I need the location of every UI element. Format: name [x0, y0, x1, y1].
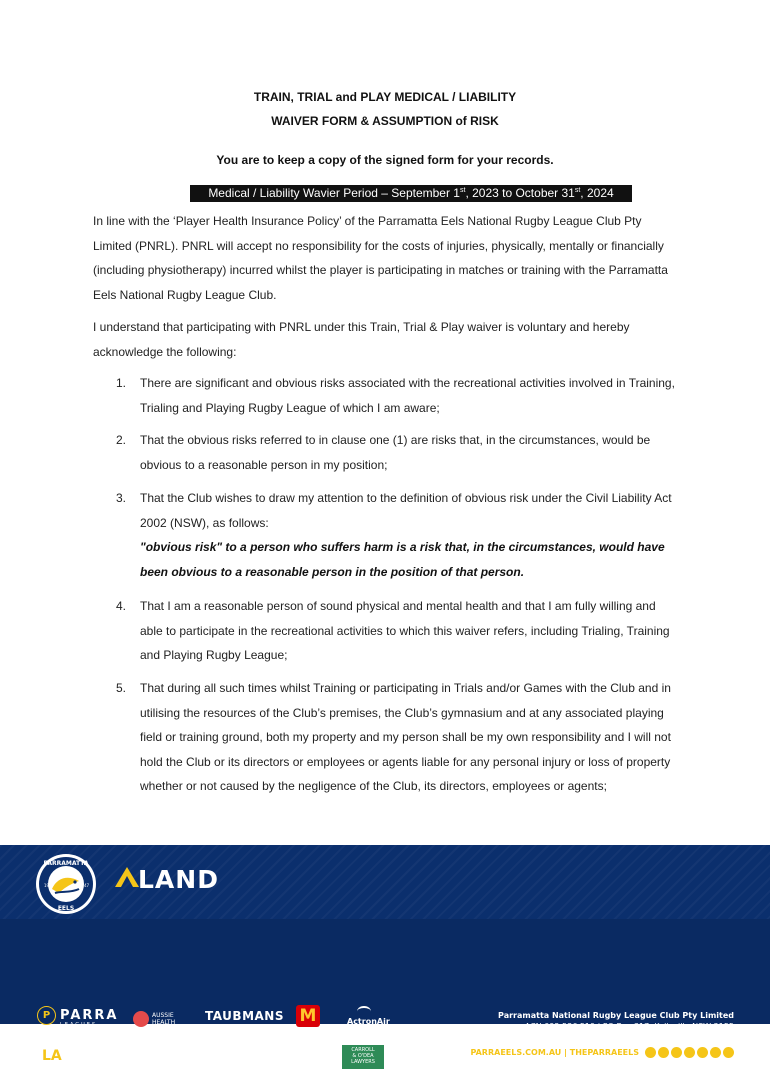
- parra-leagues-name: PARRA: [60, 1008, 119, 1023]
- list-item-text: That I am a reasonable person of sound physical and mental health and that I am fully willing and able to participate in the recreational activities to which this waiver refers, including Trialing, Training and Playing Rugby League;: [140, 599, 670, 662]
- aussie-health-icon: [133, 1011, 149, 1027]
- macron-logo: macron: [142, 1050, 197, 1065]
- club-contact-details: [470, 1011, 734, 1058]
- period-middle: , 2023 to October 31: [465, 186, 575, 200]
- club-acn-address: ACN 092 536 519 | PO Box 317, Kellyville NSW 2155: [524, 1022, 734, 1031]
- snapchat-icon[interactable]: [710, 1047, 721, 1058]
- period-sup-1: st: [459, 187, 466, 194]
- taubmans-logo: TAUBMANS: [205, 1009, 284, 1023]
- club-email-phone: eels.reception@parraeels.com.au | 1300 258 346: [536, 1033, 734, 1042]
- title-line-1: TRAIN, TRIAL and PLAY MEDICAL / LIABILITY: [253, 90, 517, 104]
- aland-logo-icon: [115, 867, 139, 887]
- actronair-logo: ActronAir: [347, 1017, 390, 1026]
- trivett-sydney-name: Trivett Sydney: [237, 1071, 295, 1080]
- logo-club-name: PARRAMATTA: [43, 860, 89, 867]
- club-website-text: PARRAEELS.COM.AU | THEPARRAEELS: [470, 1048, 639, 1057]
- parra-leagues-logo: [37, 1006, 119, 1028]
- social-icons: [643, 1047, 734, 1058]
- logo-eels: EELS: [57, 905, 75, 912]
- list-item-text: There are significant and obvious risks associated with the recreational activities involved in Training, Trialing and Playing Rugby League of which I am aware;: [140, 376, 675, 415]
- instagram-icon[interactable]: [645, 1047, 656, 1058]
- list-item-number: 4.: [116, 599, 127, 613]
- facebook-icon[interactable]: [658, 1047, 669, 1058]
- tiktok-icon[interactable]: [723, 1047, 734, 1058]
- intro-paragraph: In line with the ‘Player Health Insurance Policy’ of the Parramatta Eels National Rugby League Club Pty Limited (PNRL). PNRL will accept no responsibility for the costs of injuries, physically, mentally or financially (including physiotherapy) incurred whilst the player is participating in matches or training with the Parramatta Eels National Rugby League Club.: [93, 214, 668, 302]
- club-legal-name: Parramatta National Rugby League Club Pty Limited: [498, 1011, 734, 1020]
- youtube-icon[interactable]: [697, 1047, 708, 1058]
- mcdonalds-logo-icon: M: [296, 1005, 320, 1027]
- logo-year-1: 19: [44, 883, 50, 888]
- period-suffix: , 2024: [580, 186, 614, 200]
- list-item-number: 3.: [116, 491, 127, 505]
- lending-association-name: Lending Association: [64, 1049, 99, 1063]
- acknowledge-paragraph: I understand that participating with PNRL under this Train, Trial & Play waiver is voluntary and hereby acknowledge the following:: [93, 320, 630, 359]
- aussie-health-logo: [133, 1011, 175, 1027]
- subaru-oval-icon: [251, 1044, 279, 1058]
- list-item-text: That during all such times whilst Training or participating in Trials and/or Games with the Club and in utilising the resources of the Club’s premises, the Club’s gymnasium and at any associated playing field or training ground, both my property and my person shall be my own responsibility and I will not hold the Club or its directors or employees or agents liable for any personal injury or loss of property whether or not caused by the negligence of the Club, its directors, employees or agents;: [140, 681, 671, 793]
- obvious-risk-definition: "obvious risk" to a person who suffers harm is a risk that, in the circumstances, would have been obvious to a reasonable person in the position of that person.: [140, 540, 665, 579]
- list-item-body: [140, 486, 680, 584]
- sponsor-footer: [0, 845, 770, 1080]
- actronair-arc-icon: [357, 1006, 371, 1017]
- period-sup-2: st: [574, 187, 581, 194]
- parra-leagues-sub: LEAGUES: [60, 1022, 98, 1028]
- logo-year-2: 47: [84, 883, 90, 888]
- twitter-icon[interactable]: [671, 1047, 682, 1058]
- title-line-2: WAIVER FORM & ASSUMPTION of RISK: [271, 114, 499, 128]
- waiver-period-banner: [190, 185, 632, 202]
- subaru-trivett-logo: [237, 1044, 293, 1080]
- parra-leagues-icon: P: [37, 1006, 56, 1025]
- aussie-health-name: AUSSIE HEALTH: [152, 1012, 176, 1026]
- footer-top-band: [0, 845, 770, 919]
- list-item-text: That the Club wishes to draw my attention to the definition of obvious risk under the Civil Liability Act 2002 (NSW), as follows:: [140, 491, 672, 530]
- lending-association-icon: LA: [42, 1047, 62, 1064]
- carroll-odea-logo: CARROLL & O'DEA LAWYERS: [342, 1045, 384, 1069]
- lending-association-logo: [42, 1049, 99, 1063]
- list-item-text: That the obvious risks referred to in clause one (1) are risks that, in the circumstances, would be obvious to a reasonable person in my position;: [140, 433, 651, 472]
- aland-wordmark: LAND: [138, 865, 219, 894]
- linkedin-icon[interactable]: [684, 1047, 695, 1058]
- subaru-name: SUBARU: [250, 1060, 280, 1068]
- footer-sponsors: [0, 919, 770, 1080]
- list-item-number: 2.: [116, 433, 127, 447]
- parramatta-eels-logo-icon: [35, 853, 97, 915]
- keep-copy-notice: You are to keep a copy of the signed form for your records.: [216, 153, 554, 167]
- list-item-number: 5.: [116, 681, 127, 695]
- period-prefix: Medical / Liability Wavier Period – September 1: [208, 186, 460, 200]
- list-item-number: 1.: [116, 376, 127, 390]
- club-website: [470, 1047, 734, 1058]
